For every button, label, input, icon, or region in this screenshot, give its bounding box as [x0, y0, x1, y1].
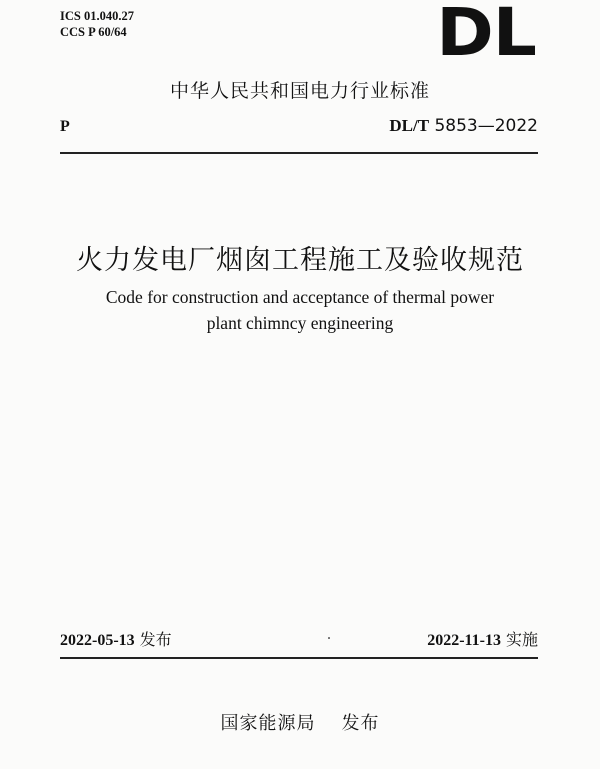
implement-date	[427, 627, 538, 650]
ccs-code: CCS P 60/64	[60, 25, 127, 39]
publisher-name: 国家能源局	[220, 713, 316, 734]
issue-date-value: 2022-05-13	[60, 632, 135, 649]
title-english-line1: Code for construction and acceptance of thermal power	[105, 287, 495, 307]
publisher	[0, 709, 600, 735]
issue-date	[60, 627, 172, 650]
dl-logo: DL	[436, 0, 536, 71]
ics-code: ICS 01.040.27	[60, 9, 134, 23]
implement-date-value: 2022-11-13	[427, 632, 501, 649]
implement-date-label: 实施	[505, 630, 538, 649]
publisher-label: 发布	[341, 713, 380, 734]
standard-number-value: 5853—2022	[434, 116, 538, 136]
issue-date-label: 发布	[139, 630, 172, 649]
scan-speck	[328, 637, 330, 639]
standard-category: 中华人民共和国电力行业标准	[169, 80, 430, 102]
title-english-line2: plant chimncy engineering	[206, 313, 394, 333]
bottom-divider	[60, 657, 538, 659]
standard-number-prefix: DL/T	[389, 116, 430, 135]
class-code: P	[60, 118, 70, 135]
top-divider	[60, 152, 538, 154]
title-chinese: 火力发电厂烟囱工程施工及验收规范	[76, 245, 524, 275]
standard-number	[389, 116, 538, 136]
